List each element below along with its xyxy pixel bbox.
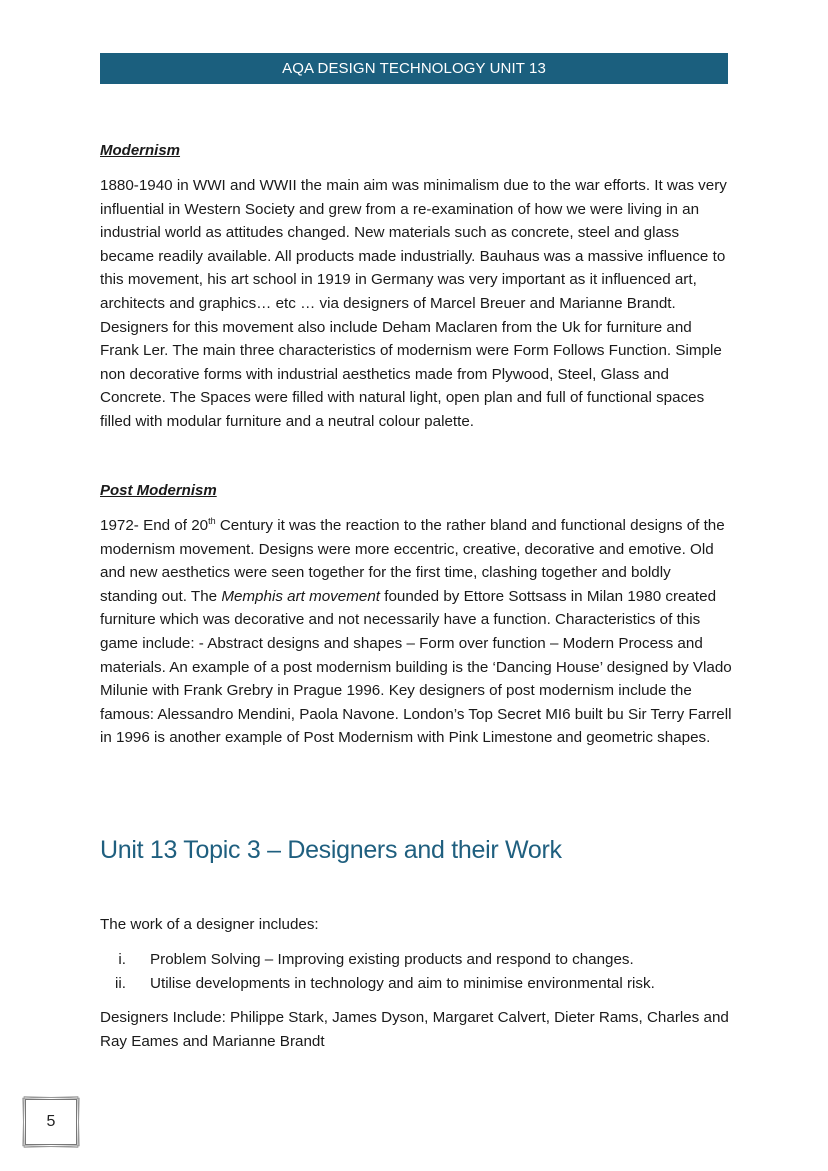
post-modernism-paragraph — [100, 514, 732, 750]
text-run: Century it was the reaction to the rather bland and functional designs of the modernism movement. Designs were more eccentric, creative, decorative and emotive. Old and new aesthetics were seen together for the first time, clashing together and boldly standing out. The — [100, 517, 725, 605]
list-number: ii. — [115, 974, 126, 992]
text-run: 1972- End of 20 — [100, 517, 209, 534]
list-text: Utilise developments in technology and aim to minimise environmental risk. — [150, 974, 655, 992]
modernism-heading: Modernism — [100, 142, 181, 159]
topic-intro: The work of a designer includes: — [100, 916, 319, 933]
page-number — [25, 1099, 77, 1145]
list-item — [100, 972, 732, 996]
superscript: th — [208, 515, 216, 526]
list-item — [100, 948, 732, 972]
page-header-banner: AQA DESIGN TECHNOLOGY UNIT 13 — [100, 53, 728, 84]
page-number-label: 5 — [46, 1113, 56, 1130]
text-run: founded by Ettore Sottsass in Milan 1980 created furniture which was decorative and not necessarily have a function. Characteristics of this game include: - Abstract designs and shapes – Form over function – Modern Process and materials. An example of a post modernism building is the ‘Dancing House’ designed by Vlado Milunie with Frank Grebry in Prague 1996. Key designers of post modernism include the famous: Alessandro Mendini, Paola Navone. London’s Top Secret MI6 built bu Sir Terry Farrell in 1996 is another example of Post Modernism with Pink Limestone and geometric shapes. — [100, 587, 732, 747]
topic-title: Unit 13 Topic 3 – Designers and their Work — [100, 836, 562, 864]
list-text: Problem Solving – Improving existing products and respond to changes. — [150, 951, 634, 968]
italic-term: Memphis art movement — [221, 587, 380, 605]
list-number: i. — [118, 951, 126, 968]
post-modernism-heading: Post Modernism — [100, 482, 217, 499]
modernism-paragraph: 1880-1940 in WWI and WWII the main aim was minimalism due to the war efforts. It was very influential in Western Society and grew from a re-examination of how we were living in an industrial world as attitudes changed. New materials such as concrete, steel and glass became readily available. All products made industrially. Bauhaus was a massive influence to this movement, his art school in 1919 in Germany was very important as it influenced art, architects and graphics… etc … via designers of Marcel Breuer and Marianne Brandt. Designers for this movement also include Deham Maclaren from the Uk for furniture and Frank Ler. The main three characteristics of modernism were Form Follows Function. Simple non decorative forms with industrial aesthetics made from Plywood, Steel, Glass and Concrete. The Spaces were filled with natural light, open plan and full of functional spaces filled with modular furniture and a neutral colour palette. — [100, 177, 727, 430]
designers-paragraph: Designers Include: Philippe Stark, James Dyson, Margaret Calvert, Dieter Rams, Charles and Ray Eames and Marianne Brandt — [100, 1009, 729, 1050]
designer-work-list — [100, 948, 732, 995]
